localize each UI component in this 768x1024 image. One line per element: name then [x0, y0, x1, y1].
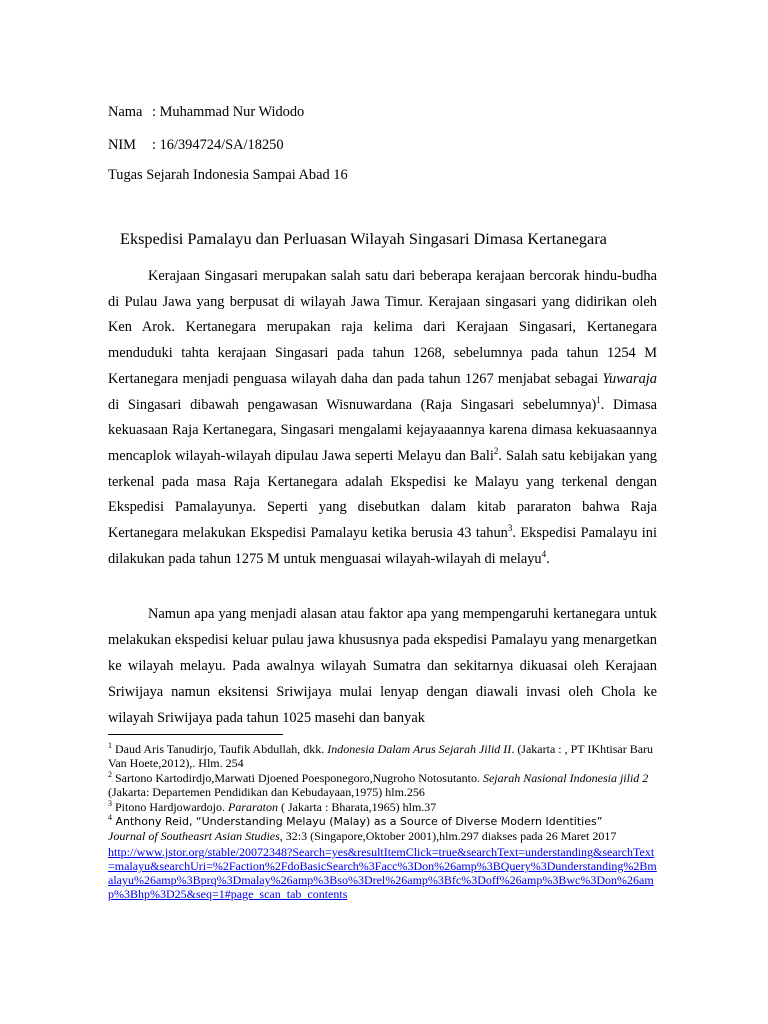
footnote-text: , 32:3 (Singapore,Oktober 2001),hlm.297 diakses pada 26 Maret 2017: [279, 829, 617, 843]
body-paragraph-2: Namun apa yang menjadi alasan atau faktor apa yang mempengaruhi kertanegara untuk melakukan ekspedisi keluar pulau jawa khususnya pada ekspedisi Pamalayu yang menargetkan ke wilayah melayu. Pada awalnya wilayah Sumatra dan sekitarnya dikuasai oleh Kerajaan Sriwijaya namun eksitensi Sriwijaya mulai lenyap dengan diawali invasi oleh Chola ke wilayah Sriwijaya pada tahun 1025 masehi dan banyak: [108, 606, 657, 726]
paragraph-text: . Dimasa kekuasaan Raja Kertanegara, Singasari mengalami kejayaaannya karena dimasa kekuasaannya mencaplok wilayah-wilayah dipulau Jawa seperti Melayu dan Bali: [108, 396, 657, 464]
course-title: Tugas Sejarah Indonesia Sampai Abad 16: [108, 167, 348, 183]
student-id-line: [108, 136, 284, 154]
footnote-1: [108, 742, 657, 770]
name-value: : Muhammad Nur Widodo: [152, 104, 305, 120]
footnote-text: Sartono Kartodirdjo,Marwati Djoened Poesponegoro,Nugroho Notosutanto.: [112, 771, 483, 785]
footnote-text: (Jakarta: Departemen Pendidikan dan Kebudayaan,1975) hlm.256: [108, 785, 425, 799]
nim-label: NIM: [108, 137, 136, 153]
footnote-book-title: Pararaton: [228, 800, 279, 814]
footnote-journal-title: Journal of Southeasrt Asian Studies: [108, 829, 280, 843]
footnote-ref[interactable]: 2: [493, 446, 499, 457]
paragraph-text: Kerajaan Singasari merupakan salah satu dari beberapa kerajaan bercorak hindu-budha di Pulau Jawa yang berpusat di wilayah Jawa Timur. Kerajaan singasari yang didirikan oleh Ken Arok. Kertanegara merupakan raja kelima dari Kerajaan Singasari, Kertanegara menduduki tahta kerajaan Singasari pada tahun 1268, sebelumnya pada tahun 1254 M Kertanegara menjadi penguasa wilayah daha dan pada tahun 1267 menjabat sebagai: [108, 268, 657, 387]
footnote-number: 4: [108, 813, 112, 822]
footnote-2: [108, 771, 657, 799]
footnote-number: 1: [108, 741, 112, 750]
footnote-separator: [108, 734, 283, 735]
nim-value: : 16/394724/SA/18250: [152, 137, 284, 153]
student-name-line: [108, 103, 304, 121]
footnote-book-title: Sejarah Nasional Indonesia jilid 2: [482, 771, 649, 785]
footnote-text: Daud Aris Tanudirjo, Taufik Abdullah, dkk.: [112, 742, 328, 756]
footnote-3: [108, 800, 657, 814]
paragraph-text: .: [546, 550, 550, 567]
paragraph-text: . Salah satu kebijakan yang terkenal pada masa Raja Kertanegara adalah Ekspedisi ke Malayu yang terkenal dengan Ekspedisi Pamalayunya. Seperti yang disebutkan dalam kitab pararaton bahwa Raja Kertanegara melakukan Ekspedisi Pamalayu ketika berusia 43 tahun: [108, 447, 657, 542]
footnote-ref[interactable]: 4: [541, 548, 547, 559]
footnote-4: [108, 814, 657, 901]
footnote-ref[interactable]: 1: [596, 394, 601, 405]
paragraph-text: . Ekspedisi Pamalayu ini dilakukan pada tahun 1275 M untuk menguasai wilayah-wilayah di melayu: [108, 525, 657, 567]
footnote-number: 2: [108, 770, 112, 779]
footnote-text: Pitono Hardjowardojo.: [112, 800, 228, 814]
footnote-text: . (Jakarta : , PT IKhtisar Baru Van Hoete,2012),. Hlm. 254: [108, 742, 654, 770]
footnote-article-title: Anthony Reid, “Understanding Melayu (Malay) as a Source of Diverse Modern Identities”: [112, 815, 603, 828]
footnote-ref[interactable]: 3: [507, 523, 513, 534]
italic-term: Yuwaraja: [602, 370, 657, 387]
body-paragraph-1: [108, 264, 657, 572]
name-label: Nama: [108, 104, 143, 120]
essay-title: Ekspedisi Pamalayu dan Perluasan Wilayah Singasari Dimasa Kertanegara: [120, 229, 607, 248]
footnote-number: 3: [108, 799, 112, 808]
footnote-text: ( Jakarta : Bharata,1965) hlm.37: [278, 800, 437, 814]
footnote-book-title: Indonesia Dalam Arus Sejarah Jilid II: [327, 742, 512, 756]
jstor-link[interactable]: http://www.jstor.org/stable/20072348?Search=yes&resultItemClick=true&searchText=understanding&searchText=malayu&searchUri=%2Faction%2FdoBasicSearch%3Facc%3Don%26amp%3BQuery%3Dunderstanding%2Bmalayu%26amp%3Bprq%3Dmalay%26amp%3Bso%3Drel%26amp%3Bfc%3Doff%26amp%3Bwc%3Don%26amp%3Bhp%3D25&seq=1#page_scan_tab_contents: [108, 845, 657, 901]
paragraph-text: di Singasari dibawah pengawasan Wisnuwardana (Raja Singasari sebelumnya): [108, 396, 597, 413]
